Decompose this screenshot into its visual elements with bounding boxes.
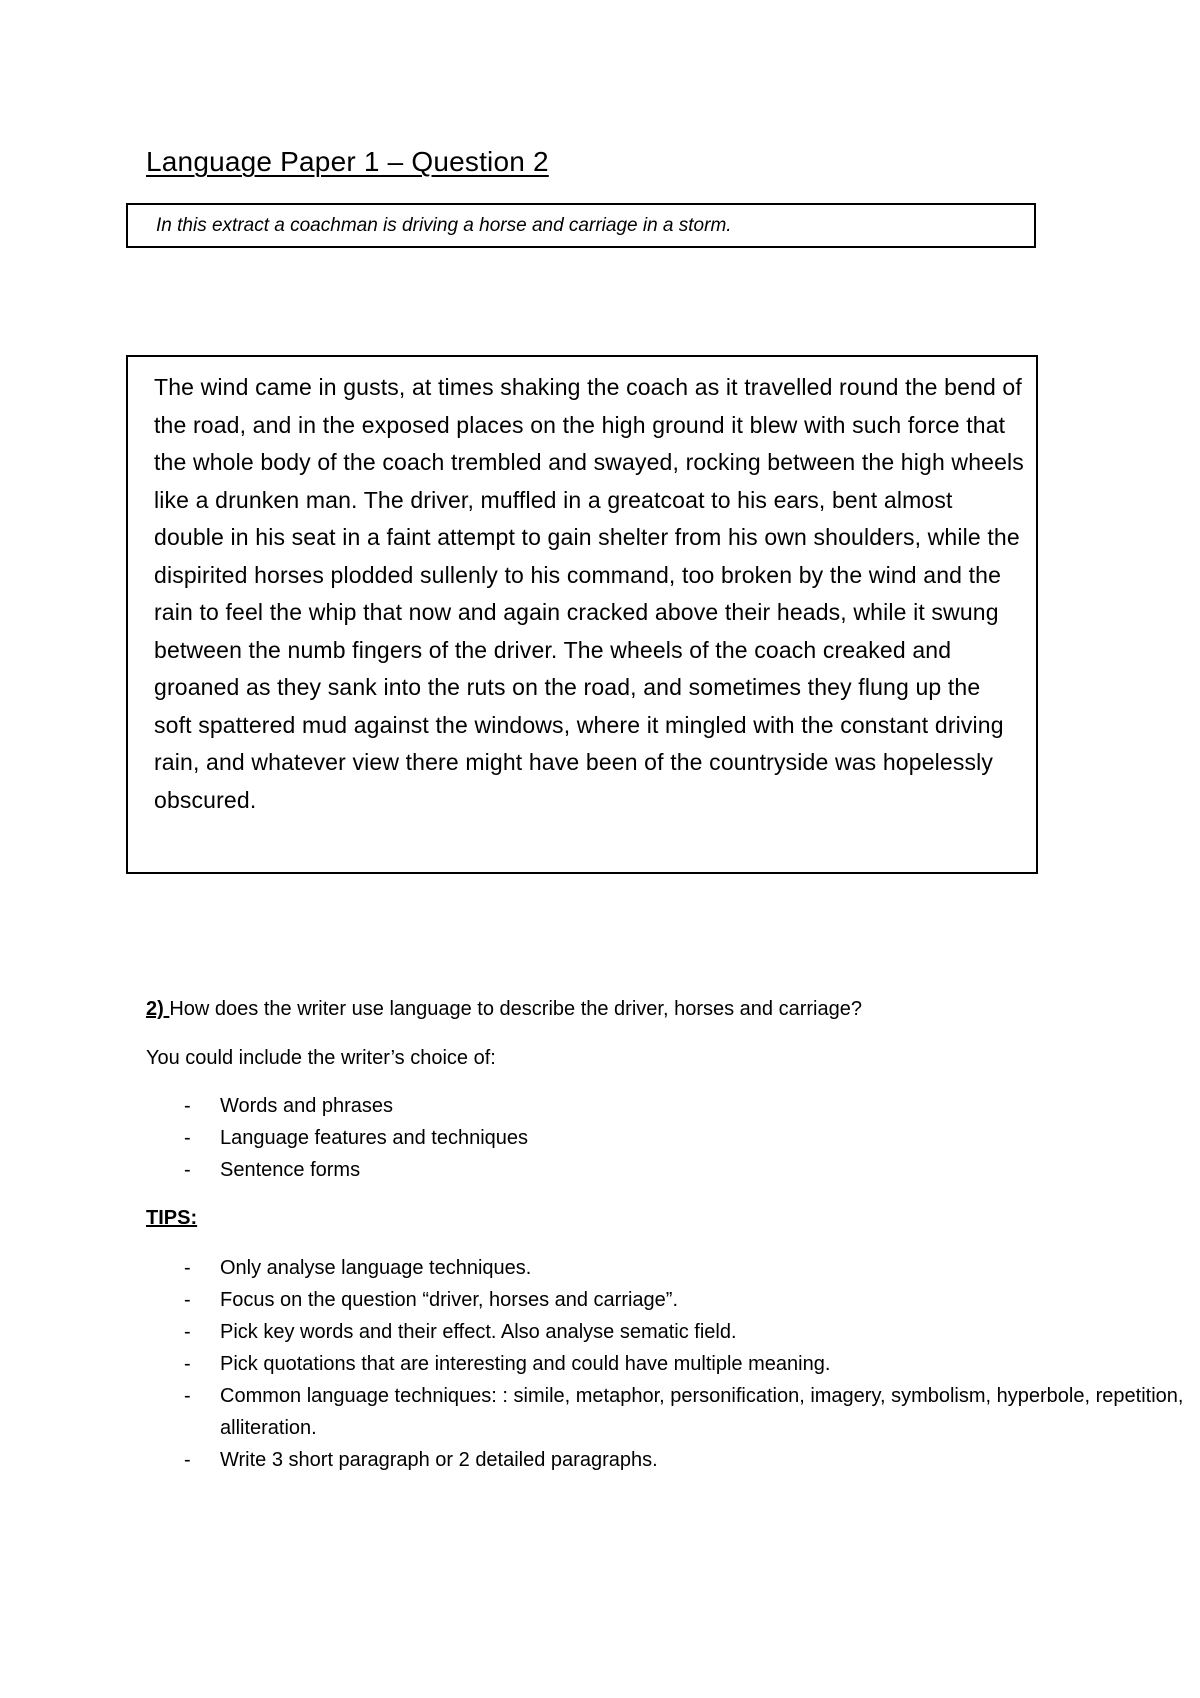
list-item: - Sentence forms [146,1154,528,1186]
extract-box [126,355,1038,874]
list-item: - Only analyse language techniques. [146,1252,1200,1284]
list-item: - Write 3 short paragraph or 2 detailed paragraphs. [146,1444,1200,1476]
list-item: - Pick key words and their effect. Also analyse sematic field. [146,1316,1200,1348]
intro-box [126,203,1036,248]
list-item: - Common language techniques: : simile, metaphor, personification, imagery, symbolism, hyperbole, repetition, alliteration. [146,1380,1200,1444]
question-line [146,998,862,1021]
tips-heading: TIPS: [146,1207,198,1229]
choices-list [146,1090,528,1186]
tips-list [146,1252,1200,1476]
question-text: How does the writer use language to describe the driver, horses and carriage? [169,998,862,1020]
list-item: - Words and phrases [146,1090,528,1122]
extract-text: The wind came in gusts, at times shaking the coach as it travelled round the bend of the road, and in the exposed places on the high ground it blew with such force that the whole body of the coach trembled and swayed, rocking between the high wheels like a drunken man. The driver, muffled in a greatcoat to his ears, bent almost double in his seat in a faint attempt to gain shelter from his own shoulders, while the dispirited horses plodded sullenly to his command, too broken by the wind and the rain to feel the whip that now and again cracked above their heads, while it swung between the numb fingers of the driver. The wheels of the coach creaked and groaned as they sank into the ruts on the road, and sometimes they flung up the soft spattered mud against the windows, where it mingled with the constant driving rain, and whatever view there might have been of the countryside was hopelessly obscured. [154,374,1024,813]
list-item: - Language features and techniques [146,1122,528,1154]
question-subtitle: You could include the writer’s choice of: [146,1047,496,1069]
question-number: 2) [146,998,170,1020]
intro-text: In this extract a coachman is driving a horse and carriage in a storm. [156,215,732,236]
page-title: Language Paper 1 – Question 2 [146,146,549,177]
list-item: - Pick quotations that are interesting and could have multiple meaning. [146,1348,1200,1380]
list-item: - Focus on the question “driver, horses and carriage”. [146,1284,1200,1316]
